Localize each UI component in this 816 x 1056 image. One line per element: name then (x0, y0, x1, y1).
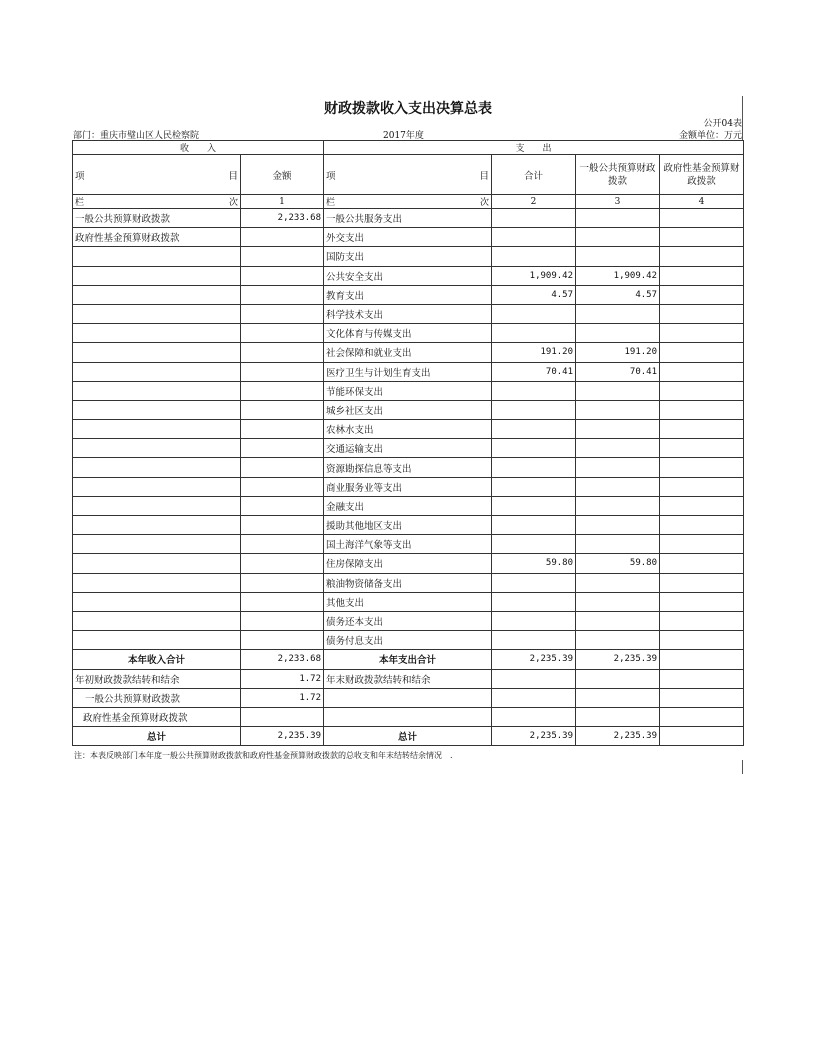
expense-fund-cell (660, 592, 744, 611)
expense-fund-cell (660, 324, 744, 343)
end-carryover-label: 年末财政拨款结转和结余 (324, 669, 492, 688)
income-amount-cell: 2,233.68 (241, 209, 324, 228)
expense-item-cell: 资源勘探信息等支出 (324, 458, 492, 477)
year-expense-total-label: 本年支出合计 (324, 650, 492, 669)
expense-item-cell: 外交支出 (324, 228, 492, 247)
col-index-1: 1 (241, 195, 324, 209)
grand-total-row (73, 727, 744, 746)
expense-item-cell: 教育支出 (324, 285, 492, 304)
table-row (73, 324, 744, 343)
expense-total-cell (492, 458, 576, 477)
income-item-cell: 一般公共预算财政拨款 (73, 209, 241, 228)
income-amount-cell (241, 458, 324, 477)
empty-cell (576, 688, 660, 707)
expense-general-cell (576, 400, 660, 419)
expense-general-cell: 4.57 (576, 285, 660, 304)
expense-fund-cell (660, 611, 744, 630)
income-amount-cell (241, 304, 324, 323)
header-row-index (73, 195, 744, 209)
income-item-cell (73, 343, 241, 362)
col-left-label: 栏 (75, 198, 85, 208)
income-amount-cell (241, 535, 324, 554)
income-item-cell (73, 285, 241, 304)
grand-expense-label: 总计 (324, 727, 492, 746)
table-row (73, 516, 744, 535)
table-row (73, 362, 744, 381)
expense-general-cell: 1,909.42 (576, 266, 660, 285)
begin-fund-label: 政府性基金预算财政拨款 (73, 707, 241, 726)
income-item-cell (73, 611, 241, 630)
table-row (73, 400, 744, 419)
income-item-cell (73, 439, 241, 458)
expense-fund-cell (660, 477, 744, 496)
expense-total-cell (492, 611, 576, 630)
empty-cell (492, 707, 576, 726)
grand-income-amount: 2,235.39 (241, 727, 324, 746)
table-row (73, 420, 744, 439)
income-amount-cell (241, 400, 324, 419)
item-left-label: 项 (326, 170, 336, 182)
expense-total-cell (492, 420, 576, 439)
expense-general-cell (576, 381, 660, 400)
income-amount-cell (241, 477, 324, 496)
grand-expense-total: 2,235.39 (492, 727, 576, 746)
expense-total-cell (492, 228, 576, 247)
grand-expense-fund (660, 727, 744, 746)
expense-fund-cell (660, 496, 744, 515)
expense-fund-cell (660, 209, 744, 228)
expense-fund-cell (660, 266, 744, 285)
grand-income-label: 总计 (73, 727, 241, 746)
expense-item-cell: 债务付息支出 (324, 631, 492, 650)
expense-total-cell: 70.41 (492, 362, 576, 381)
income-item-cell (73, 266, 241, 285)
total-header: 合计 (492, 155, 576, 195)
expense-general-cell: 59.80 (576, 554, 660, 573)
expense-item-cell: 金融支出 (324, 496, 492, 515)
income-item-cell (73, 381, 241, 400)
expense-fund-cell (660, 573, 744, 592)
col-right-label: 次 (228, 198, 238, 208)
table-row (73, 458, 744, 477)
income-amount-cell (241, 554, 324, 573)
income-amount-cell (241, 516, 324, 535)
expense-item-cell: 一般公共服务支出 (324, 209, 492, 228)
table-row (73, 304, 744, 323)
table-row (73, 535, 744, 554)
income-amount-cell (241, 343, 324, 362)
expense-general-cell (576, 304, 660, 323)
expense-general-cell: 191.20 (576, 343, 660, 362)
income-amount-cell (241, 631, 324, 650)
gov-fund-header: 政府性基金预算财政拨款 (660, 155, 744, 195)
item-right-label: 目 (228, 170, 238, 182)
expense-general-cell (576, 631, 660, 650)
expense-item-cell: 商业服务业等支出 (324, 477, 492, 496)
income-amount-cell (241, 228, 324, 247)
income-item-cell (73, 535, 241, 554)
grand-expense-general: 2,235.39 (576, 727, 660, 746)
income-item-cell (73, 400, 241, 419)
expense-item-cell: 医疗卫生与计划生育支出 (324, 362, 492, 381)
empty-cell (660, 707, 744, 726)
col-index-3: 3 (576, 195, 660, 209)
income-item-cell (73, 554, 241, 573)
table-row (73, 381, 744, 400)
expense-item-cell: 城乡社区支出 (324, 400, 492, 419)
income-item-cell (73, 573, 241, 592)
income-item-cell (73, 516, 241, 535)
income-amount-cell (241, 592, 324, 611)
page-title: 财政拨款收入支出决算总表 (324, 101, 492, 117)
income-amount-cell (241, 611, 324, 630)
expense-general-cell (576, 420, 660, 439)
carryover-general-row (73, 688, 744, 707)
begin-general-label: 一般公共预算财政拨款 (73, 688, 241, 707)
expense-general-cell (576, 477, 660, 496)
carryover-fund-row (73, 707, 744, 726)
right-border-line-bottom (742, 760, 743, 774)
expense-fund-cell (660, 381, 744, 400)
form-code: 公开04表 (703, 119, 742, 129)
year-expense-fund (660, 650, 744, 669)
expense-total-cell: 191.20 (492, 343, 576, 362)
footnote: 注：本表反映部门本年度一般公共预算财政拨款和政府性基金预算财政拨款的总收支和年末结转结余情况 . (74, 751, 453, 760)
income-col-index-header (73, 195, 241, 209)
expense-total-cell (492, 477, 576, 496)
expense-fund-cell (660, 516, 744, 535)
income-amount-cell (241, 439, 324, 458)
table-row (73, 554, 744, 573)
expense-general-cell (576, 439, 660, 458)
income-item-header (73, 155, 241, 195)
expense-general-cell (576, 496, 660, 515)
expense-total-cell (492, 247, 576, 266)
empty-cell (576, 707, 660, 726)
income-amount-cell (241, 247, 324, 266)
col-right-label: 次 (480, 198, 490, 208)
expense-general-cell (576, 458, 660, 477)
expense-general-cell (576, 611, 660, 630)
expense-general-cell (576, 209, 660, 228)
expense-item-cell: 其他支出 (324, 592, 492, 611)
expense-total-cell: 4.57 (492, 285, 576, 304)
expense-total-cell (492, 209, 576, 228)
table-row (73, 439, 744, 458)
expense-item-cell: 国防支出 (324, 247, 492, 266)
expense-general-cell (576, 228, 660, 247)
income-item-cell (73, 324, 241, 343)
expense-general-cell (576, 592, 660, 611)
income-amount-cell (241, 362, 324, 381)
expense-general-cell (576, 324, 660, 343)
expense-fund-cell (660, 228, 744, 247)
empty-cell (492, 688, 576, 707)
empty-cell (324, 688, 492, 707)
end-carryover-general (576, 669, 660, 688)
income-item-cell (73, 362, 241, 381)
income-amount-cell (241, 381, 324, 400)
expense-total-cell (492, 324, 576, 343)
income-item-cell (73, 496, 241, 515)
expense-fund-cell (660, 400, 744, 419)
carryover-row (73, 669, 744, 688)
item-right-label: 目 (479, 170, 490, 182)
table-row (73, 496, 744, 515)
expense-item-cell: 科学技术支出 (324, 304, 492, 323)
expense-total-cell (492, 631, 576, 650)
header-row-columns (73, 155, 744, 195)
income-amount-cell (241, 420, 324, 439)
income-item-cell (73, 592, 241, 611)
expense-fund-cell (660, 439, 744, 458)
year-expense-general: 2,235.39 (576, 650, 660, 669)
end-carryover-fund (660, 669, 744, 688)
expense-total-cell (492, 400, 576, 419)
expense-total-cell (492, 592, 576, 611)
budget-table (72, 140, 744, 746)
col-left-label: 栏 (326, 198, 336, 208)
expense-general-cell: 70.41 (576, 362, 660, 381)
expense-fund-cell (660, 343, 744, 362)
col-index-4: 4 (660, 195, 744, 209)
expense-item-cell: 文化体育与传媒支出 (324, 324, 492, 343)
begin-carryover-amount: 1.72 (241, 669, 324, 688)
table-row (73, 247, 744, 266)
col-index-2: 2 (492, 195, 576, 209)
table-row (73, 631, 744, 650)
expense-total-cell (492, 535, 576, 554)
expense-fund-cell (660, 362, 744, 381)
year-label: 2017年度 (383, 131, 424, 141)
income-amount-cell (241, 496, 324, 515)
income-amount-cell (241, 324, 324, 343)
expense-item-cell: 国土海洋气象等支出 (324, 535, 492, 554)
table-row (73, 573, 744, 592)
expense-item-cell: 住房保障支出 (324, 554, 492, 573)
year-income-total-amount: 2,233.68 (241, 650, 324, 669)
table-row (73, 611, 744, 630)
item-left-label: 项 (75, 170, 85, 182)
income-amount-cell (241, 266, 324, 285)
expense-fund-cell (660, 535, 744, 554)
income-item-cell: 政府性基金预算财政拨款 (73, 228, 241, 247)
table-row (73, 343, 744, 362)
table-row (73, 266, 744, 285)
year-total-row (73, 650, 744, 669)
expense-general-cell (576, 516, 660, 535)
begin-general-amount: 1.72 (241, 688, 324, 707)
unit-label: 金额单位：万元 (678, 131, 742, 141)
income-section-header: 收 入 (73, 141, 324, 155)
header-row-sections (73, 141, 744, 155)
income-item-cell (73, 304, 241, 323)
expense-item-cell: 公共安全支出 (324, 266, 492, 285)
expense-item-cell: 援助其他地区支出 (324, 516, 492, 535)
income-item-cell (73, 458, 241, 477)
table-row (73, 285, 744, 304)
expense-total-cell (492, 573, 576, 592)
expense-total-cell: 59.80 (492, 554, 576, 573)
expense-general-cell (576, 247, 660, 266)
expense-item-cell: 债务还本支出 (324, 611, 492, 630)
table-row (73, 209, 744, 228)
expense-fund-cell (660, 554, 744, 573)
expense-item-cell: 节能环保支出 (324, 381, 492, 400)
income-amount-cell (241, 285, 324, 304)
expense-col-index-header (324, 195, 492, 209)
expense-section-header: 支 出 (324, 141, 744, 155)
department-label: 部门：重庆市璧山区人民检察院 (73, 131, 200, 141)
empty-cell (324, 707, 492, 726)
table-row (73, 592, 744, 611)
expense-item-header (324, 155, 492, 195)
expense-total-cell (492, 516, 576, 535)
expense-item-cell: 农林水支出 (324, 420, 492, 439)
expense-fund-cell (660, 631, 744, 650)
expense-total-cell (492, 381, 576, 400)
expense-fund-cell (660, 304, 744, 323)
amount-header: 金额 (241, 155, 324, 195)
empty-cell (660, 688, 744, 707)
expense-fund-cell (660, 247, 744, 266)
income-item-cell (73, 247, 241, 266)
expense-total-cell: 1,909.42 (492, 266, 576, 285)
income-item-cell (73, 477, 241, 496)
begin-carryover-label: 年初财政拨款结转和结余 (73, 669, 241, 688)
expense-item-cell: 交通运输支出 (324, 439, 492, 458)
expense-total-cell (492, 304, 576, 323)
year-income-total-label: 本年收入合计 (73, 650, 241, 669)
income-item-cell (73, 631, 241, 650)
general-budget-header: 一般公共预算财政拨款 (576, 155, 660, 195)
expense-item-cell: 社会保障和就业支出 (324, 343, 492, 362)
expense-fund-cell (660, 285, 744, 304)
expense-fund-cell (660, 420, 744, 439)
end-carryover-total (492, 669, 576, 688)
year-expense-total: 2,235.39 (492, 650, 576, 669)
expense-general-cell (576, 535, 660, 554)
expense-total-cell (492, 439, 576, 458)
income-item-cell (73, 420, 241, 439)
expense-general-cell (576, 573, 660, 592)
expense-total-cell (492, 496, 576, 515)
table-row (73, 477, 744, 496)
expense-item-cell: 粮油物资储备支出 (324, 573, 492, 592)
begin-fund-amount (241, 707, 324, 726)
table-row (73, 228, 744, 247)
income-amount-cell (241, 573, 324, 592)
expense-fund-cell (660, 458, 744, 477)
